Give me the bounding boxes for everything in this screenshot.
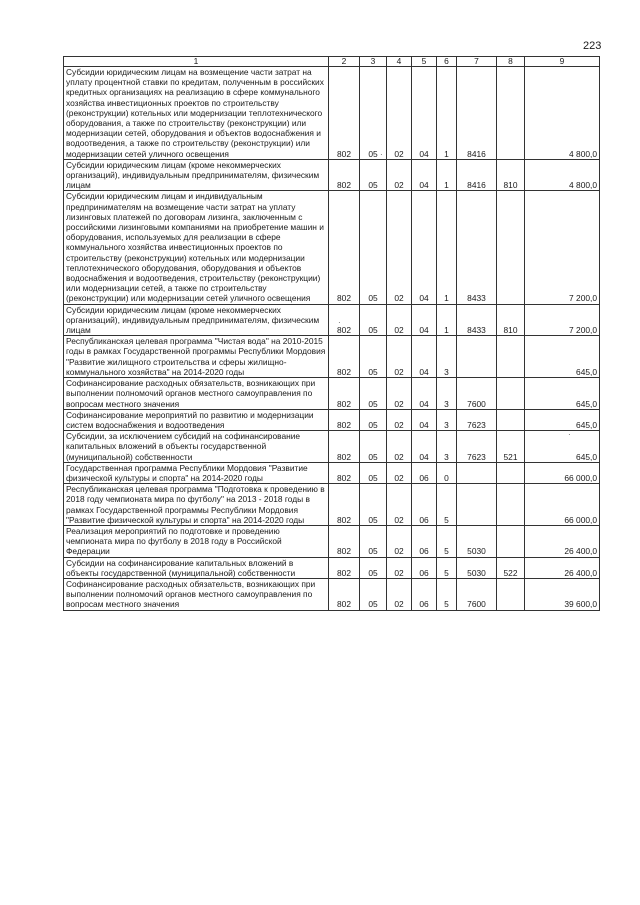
subprogram-code: 1 <box>437 191 457 304</box>
ministry-code: 802 <box>329 336 360 378</box>
table-row <box>64 304 600 336</box>
table-row <box>64 462 600 483</box>
table-row <box>64 336 600 378</box>
ministry-code: 802 <box>329 578 360 610</box>
table-header-row <box>64 57 600 67</box>
direction-code: 7623 <box>457 431 497 463</box>
header-cell: 3 <box>360 57 387 67</box>
program-code: 04 <box>412 191 437 304</box>
header-cell: 7 <box>457 57 497 67</box>
header-cell: 6 <box>437 57 457 67</box>
subsection-code: 02 <box>387 304 412 336</box>
header-cell: 1 <box>64 57 329 67</box>
table-row <box>64 484 600 526</box>
subprogram-code: 5 <box>437 578 457 610</box>
ministry-code: 802 <box>329 557 360 578</box>
ministry-code: 802 <box>329 67 360 160</box>
subsection-code: 02 <box>387 578 412 610</box>
subsection-code: 02 <box>387 378 412 410</box>
program-code: 04 <box>412 378 437 410</box>
amount-value: 7 200,0 <box>525 191 600 304</box>
header-cell: 4 <box>387 57 412 67</box>
subprogram-code: 3 <box>437 409 457 430</box>
program-code: 04 <box>412 409 437 430</box>
direction-code: 8433 <box>457 304 497 336</box>
row-description: Софинансирование расходных обязательств, возникающих при выполнении полномочий органов местного самоуправления по вопросам местного значения <box>64 378 329 410</box>
amount-value: 26 400,0 <box>525 525 600 557</box>
direction-code: 5030 <box>457 557 497 578</box>
program-code: 04 <box>412 336 437 378</box>
row-description: Республиканская целевая программа "Подготовка к проведению в 2018 году чемпионата мира по футболу" на 2013 - 2018 годы в рамках Государственной программы Республики Мордовия "Развитие физической культуры и спорта" на 2014-2020 годы <box>64 484 329 526</box>
section-code: 05 <box>360 484 387 526</box>
table-row <box>64 191 600 304</box>
subsection-code: 02 <box>387 431 412 463</box>
section-code: 05 <box>360 336 387 378</box>
subprogram-code: 3 <box>437 336 457 378</box>
expense-type-code <box>497 409 525 430</box>
ministry-code: 802 <box>329 525 360 557</box>
amount-value: 645,0 <box>525 409 600 430</box>
direction-code: 5030 <box>457 525 497 557</box>
budget-table <box>63 56 600 611</box>
row-description: Субсидии, за исключением субсидий на софинансирование капитальных вложений в объекты государственной (муниципальной) собственности <box>64 431 329 463</box>
table-row <box>64 159 600 191</box>
header-cell: 5 <box>412 57 437 67</box>
amount-value: 645,0 <box>525 431 600 463</box>
section-code: 05 <box>360 462 387 483</box>
ministry-code: 802 <box>329 431 360 463</box>
amount-value: 66 000,0 <box>525 484 600 526</box>
row-description: Республиканская целевая программа "Чистая вода" на 2010-2015 годы в рамках Государственной программы Республики Мордовия "Развитие жилищного строительства и сферы жилищно-коммунального хозяйства" на 2014-2020 годы <box>64 336 329 378</box>
program-code: 04 <box>412 159 437 191</box>
program-code: 06 <box>412 525 437 557</box>
subprogram-code: 5 <box>437 525 457 557</box>
subsection-code: 02 <box>387 462 412 483</box>
amount-value: 4 800,0 <box>525 67 600 160</box>
program-code: 04 <box>412 304 437 336</box>
expense-type-code: 810 <box>497 304 525 336</box>
expense-type-code: 522 <box>497 557 525 578</box>
subprogram-code: 3 <box>437 378 457 410</box>
expense-type-code: 521 <box>497 431 525 463</box>
scan-speck: · <box>338 318 341 327</box>
amount-value: 4 800,0 <box>525 159 600 191</box>
ministry-code: 802 <box>329 304 360 336</box>
table-row <box>64 378 600 410</box>
expense-type-code: 810 <box>497 159 525 191</box>
section-code: 05 <box>360 525 387 557</box>
direction-code: 7600 <box>457 378 497 410</box>
row-description: Софинансирование расходных обязательств, возникающих при выполнении полномочий органов местного самоуправления по вопросам местного значения <box>64 578 329 610</box>
page-number: 223 <box>583 40 602 52</box>
subsection-code: 02 <box>387 525 412 557</box>
subsection-code: 02 <box>387 484 412 526</box>
table-row <box>64 409 600 430</box>
row-description: Субсидии юридическим лицам (кроме некоммерческих организаций), индивидуальным предпринимателям, физическим лицам <box>64 304 329 336</box>
section-code: 05 <box>360 557 387 578</box>
section-code: 05 <box>360 378 387 410</box>
row-description: Субсидии юридическим лицам на возмещение части затрат на уплату процентной ставки по кредитам, полученным в российских кредитных организациях на реализацию в сфере коммунального хозяйства инвестиционных проектов по строительству (реконструкции) котельных или модернизации теплотехнического оборудования, а также по строительству (реконструкции) или модернизации сетей, оборудования и объектов водоснабжения и водоотведения, а также по строительству (реконструкции) или модернизации сетей уличного освещения <box>64 67 329 160</box>
direction-code: 7600 <box>457 578 497 610</box>
subsection-code: 02 <box>387 557 412 578</box>
table-row <box>64 431 600 463</box>
section-code: 05 <box>360 191 387 304</box>
header-cell: 9 <box>525 57 600 67</box>
ministry-code: 802 <box>329 462 360 483</box>
expense-type-code <box>497 462 525 483</box>
table-row <box>64 67 600 160</box>
section-code: 05 <box>360 409 387 430</box>
ministry-code: 802 <box>329 409 360 430</box>
ministry-code: 802 <box>329 484 360 526</box>
section-code: 05 <box>360 67 387 160</box>
row-description: Государственная программа Республики Мордовия "Развитие физической культуры и спорта" на 2014-2020 годы <box>64 462 329 483</box>
table-row <box>64 578 600 610</box>
amount-value: 39 600,0 <box>525 578 600 610</box>
table-body <box>64 67 600 611</box>
expense-type-code <box>497 67 525 160</box>
subsection-code: 02 <box>387 336 412 378</box>
row-description: Субсидии юридическим лицам и индивидуальным предпринимателям на возмещение части затрат на уплату лизинговых платежей по договорам лизинга, заключенным с российскими лизинговыми компаниями на приобретение машин и оборудования, используемых для реализации в сфере коммунального хозяйства инвестиционных проектов по строительству (реконструкции) котельных или модернизации теплотехнического оборудования, оборудования и объектов водоснабжения и водоотведения, строительству (реконструкции) или модернизации сетей, а также по строительству (реконструкции) или модернизации сетей уличного освещения <box>64 191 329 304</box>
ministry-code: 802 <box>329 191 360 304</box>
program-code: 06 <box>412 462 437 483</box>
subsection-code: 02 <box>387 409 412 430</box>
table-row <box>64 525 600 557</box>
program-code: 04 <box>412 431 437 463</box>
section-code: 05 <box>360 431 387 463</box>
direction-code: 8416 <box>457 159 497 191</box>
subprogram-code: 3 <box>437 431 457 463</box>
expense-type-code <box>497 336 525 378</box>
subprogram-code: 1 <box>437 67 457 160</box>
direction-code <box>457 462 497 483</box>
row-description: Субсидии юридическим лицам (кроме некоммерческих организаций), индивидуальным предпринимателям, физическим лицам <box>64 159 329 191</box>
header-cell: 2 <box>329 57 360 67</box>
row-description: Софинансирование мероприятий по развитию и модернизации систем водоснабжения и водоотведения <box>64 409 329 430</box>
subsection-code: 02 <box>387 67 412 160</box>
expense-type-code <box>497 578 525 610</box>
program-code: 06 <box>412 578 437 610</box>
scan-speck: · <box>380 150 383 159</box>
section-code: 05 <box>360 159 387 191</box>
section-code: 05 <box>360 578 387 610</box>
section-code: 05 <box>360 304 387 336</box>
expense-type-code <box>497 525 525 557</box>
table-row <box>64 557 600 578</box>
direction-code <box>457 484 497 526</box>
subprogram-code: 1 <box>437 159 457 191</box>
amount-value: 26 400,0 <box>525 557 600 578</box>
amount-value: 645,0 <box>525 378 600 410</box>
program-code: 06 <box>412 557 437 578</box>
amount-value: 66 000,0 <box>525 462 600 483</box>
subsection-code: 02 <box>387 191 412 304</box>
subsection-code: 02 <box>387 159 412 191</box>
direction-code: 8433 <box>457 191 497 304</box>
ministry-code: 802 <box>329 378 360 410</box>
scan-speck: · <box>568 430 571 439</box>
program-code: 04 <box>412 67 437 160</box>
direction-code: 7623 <box>457 409 497 430</box>
program-code: 06 <box>412 484 437 526</box>
amount-value: 7 200,0 <box>525 304 600 336</box>
row-description: Субсидии на софинансирование капитальных вложений в объекты государственной (муниципальной) собственности <box>64 557 329 578</box>
direction-code <box>457 336 497 378</box>
subprogram-code: 0 <box>437 462 457 483</box>
subprogram-code: 1 <box>437 304 457 336</box>
expense-type-code <box>497 378 525 410</box>
header-cell: 8 <box>497 57 525 67</box>
subprogram-code: 5 <box>437 557 457 578</box>
expense-type-code <box>497 191 525 304</box>
row-description: Реализация мероприятий по подготовке и проведению чемпионата мира по футболу в 2018 году в Российской Федерации <box>64 525 329 557</box>
direction-code: 8416 <box>457 67 497 160</box>
expense-type-code <box>497 484 525 526</box>
subprogram-code: 5 <box>437 484 457 526</box>
ministry-code: 802 <box>329 159 360 191</box>
amount-value: 645,0 <box>525 336 600 378</box>
